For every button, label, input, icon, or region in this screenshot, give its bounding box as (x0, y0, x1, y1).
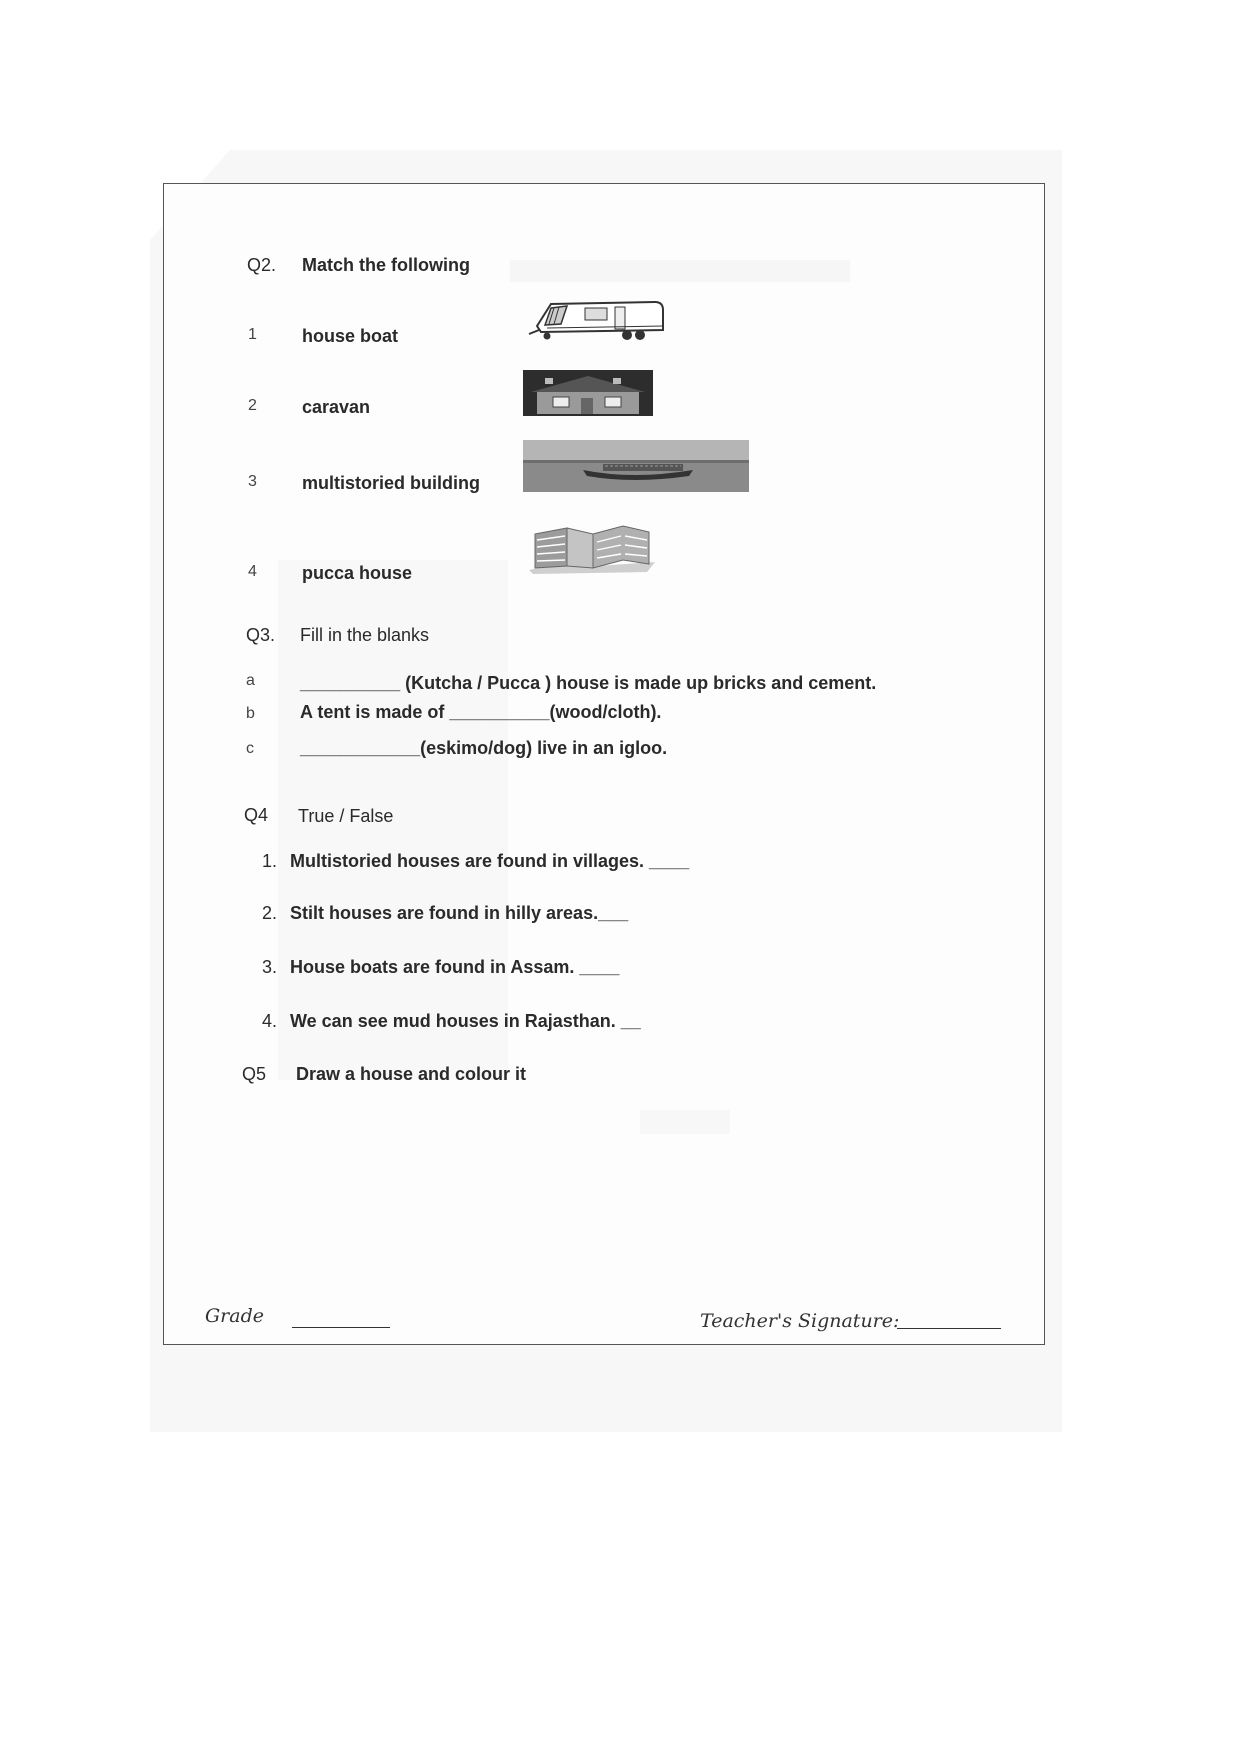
grade-label: Grade (205, 1305, 264, 1327)
q2-title: Match the following (302, 255, 470, 275)
grade-blank-line (292, 1327, 390, 1328)
q4-item-3-text: House boats are found in Assam. ____ (290, 957, 620, 977)
teacher-signature-label: Teacher's Signature: (700, 1310, 900, 1332)
q2-item-3-label: multistoried building (302, 473, 480, 493)
q4-item-2-text: Stilt houses are found in hilly areas.___ (290, 903, 629, 923)
q4-item-1-number: 1. (262, 851, 278, 871)
q3-item-b-text: A tent is made of __________(wood/cloth). (300, 702, 662, 722)
signature-blank-line (897, 1328, 1001, 1329)
q2-item-2-number: 2 (248, 397, 257, 414)
house-boat-picture (523, 440, 749, 492)
q3-title: Fill in the blanks (300, 625, 430, 645)
q4-item-1-text: Multistoried houses are found in villages. ____ (290, 851, 690, 871)
q4-item-4-number: 4. (262, 1011, 278, 1031)
q4-item-2-number: 2. (262, 903, 278, 923)
q3-item-b-letter: b (246, 705, 255, 722)
q2-item-4-label: pucca house (302, 563, 413, 583)
q4-item-4-text: We can see mud houses in Rajasthan. __ (290, 1011, 641, 1031)
q2-item-1-number: 1 (248, 326, 257, 343)
q2-item-2-label: caravan (302, 397, 371, 417)
q4-title: True / False (298, 806, 394, 826)
q5-title: Draw a house and colour it (296, 1064, 527, 1084)
q3-item-c-text: ____________(eskimo/dog) live in an igloo. (300, 738, 668, 758)
q2-item-3-number: 3 (248, 473, 257, 490)
multistoried-building-picture (527, 520, 657, 574)
q3-item-c-letter: c (246, 740, 254, 757)
q5-number: Q5 (242, 1064, 267, 1084)
q3-item-a-text: __________ (Kutcha / Pucca ) house is made up bricks and cement. (300, 673, 877, 693)
pucca-house-picture (523, 370, 653, 416)
q4-number: Q4 (244, 805, 269, 825)
q4-item-3-number: 3. (262, 957, 278, 977)
bleed-through-shape (640, 1110, 730, 1134)
q3-item-a-letter: a (246, 672, 255, 689)
q3-number: Q3. (246, 625, 276, 645)
caravan-picture (527, 298, 667, 346)
q2-number: Q2. (247, 255, 277, 275)
bleed-through-shape (510, 260, 850, 282)
q2-item-1-label: house boat (302, 326, 399, 346)
q2-item-4-number: 4 (248, 563, 257, 580)
